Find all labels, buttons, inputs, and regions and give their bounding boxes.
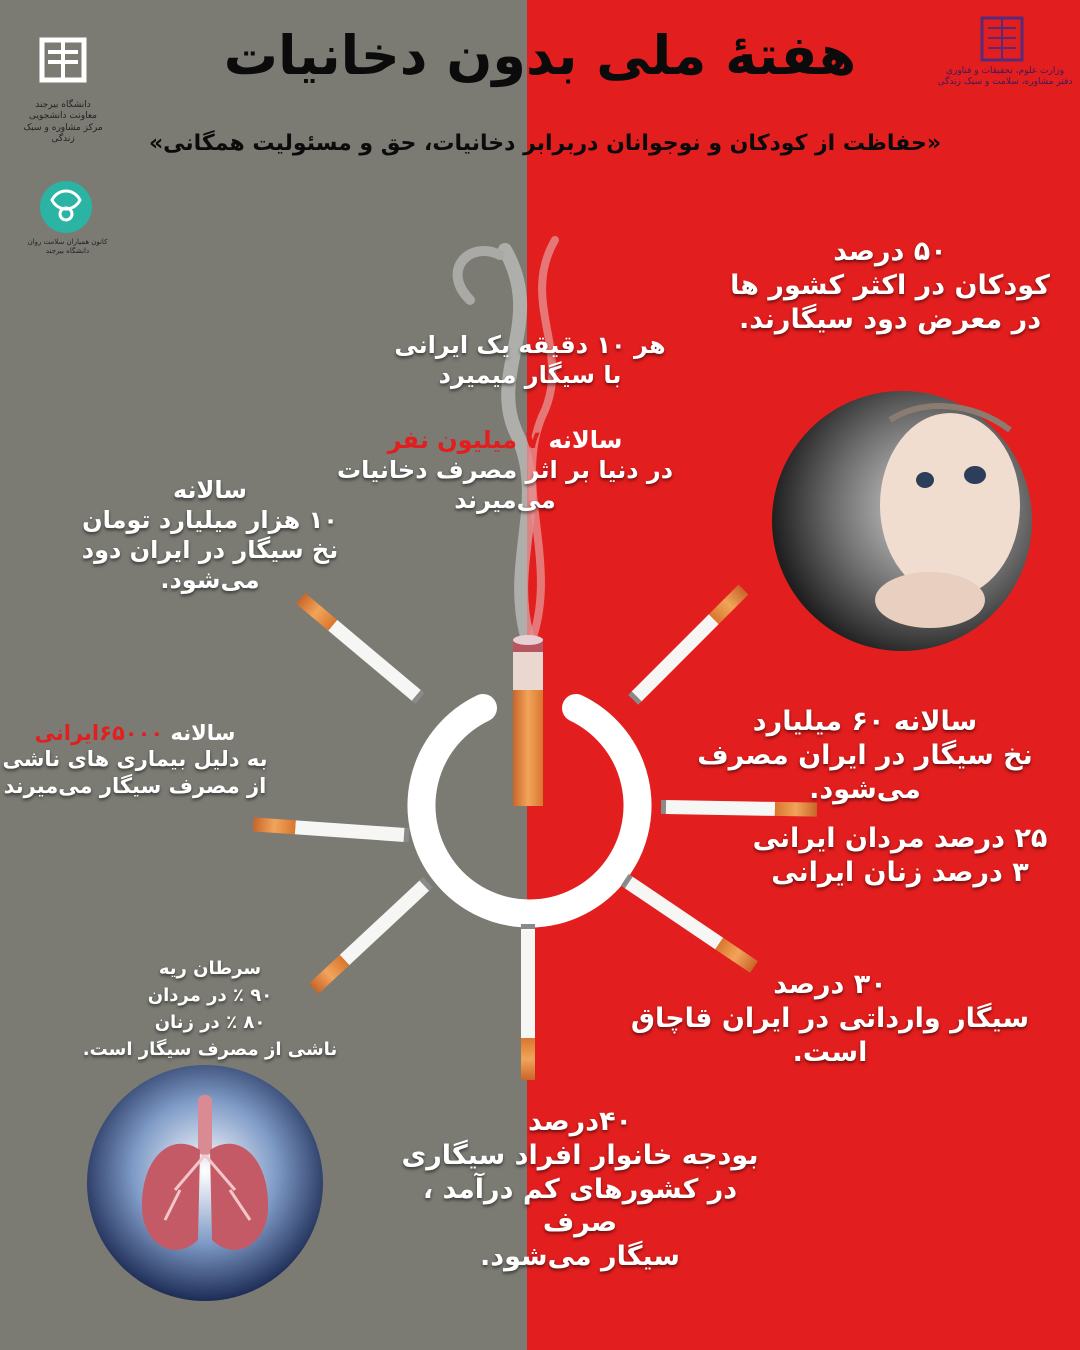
fact-line: ۹۰ ٪ در مردان: [147, 985, 273, 1006]
fact-lung-cancer: [80, 955, 340, 1063]
fact-line: سرطان ریه: [158, 958, 262, 979]
fact-line: نخ سیگار در ایران دود می‌شود.: [81, 536, 339, 594]
club-logo-caption: کانون همیاران سلامت روان دانشگاه بیرجند: [27, 238, 108, 255]
fact-line: در دنیا بر اثر مصرف دخانیات می‌میرند: [336, 456, 674, 514]
ministry-logo-caption: [935, 66, 1075, 89]
page-subtitle: «حفاظت از کودکان و نوجوانان دربرابر دخانیات، حق و مسئولیت همگانی»: [148, 131, 942, 156]
fact-iranian-deaths: [0, 720, 270, 799]
logo-caption-line: معاونت دانشجویی: [29, 111, 97, 122]
fact-line: به دلیل بیماری های ناشی: [2, 747, 268, 772]
fact-every-ten-minutes: [380, 330, 680, 390]
logo-caption-line: دفتر مشاوره، سلامت و سبک زندگی: [937, 77, 1073, 88]
fact-money-burned: [30, 475, 390, 595]
logo-caption-line: مرکز مشاوره و سبک زندگی: [23, 122, 103, 144]
fact-line: ۳۰ درصد: [773, 969, 887, 1000]
page-title: هفتهٔ ملی بدون دخانیات: [223, 24, 857, 87]
logo-caption-line: دانشگاه بیرجند: [35, 100, 91, 110]
fact-highlight: ۶۵۰۰۰ایرانی: [34, 721, 164, 745]
fact-line: ناشی از مصرف سیگار است.: [82, 1039, 338, 1060]
fact-gender-smokers: [750, 822, 1050, 890]
lungs-image-circle: [87, 1065, 323, 1301]
fact-line: در کشورهای کم درآمد ، صرف: [422, 1173, 738, 1239]
fact-line: سیگار می‌شود.: [480, 1241, 680, 1272]
fact-line: ۱۰ هزار میلیارد تومان: [82, 506, 338, 534]
ministry-logo-icon: [982, 18, 1022, 60]
fact-highlight: ۷ میلیون نفر: [387, 426, 540, 454]
fact-line: سالانه: [172, 476, 248, 504]
fact-line: نخ سیگار در ایران مصرف می‌شود.: [697, 739, 1033, 805]
university-logo-icon: [42, 40, 84, 80]
fact-line: کودکان در اکثر کشور ها: [730, 269, 1050, 301]
fact-line: ۲۵ درصد مردان ایرانی: [752, 823, 1048, 854]
fact-prefix: سالانه: [539, 426, 623, 454]
fact-line: از مصرف سیگار می‌میرند: [3, 773, 267, 798]
fact-line: سالانه ۶۰ میلیارد: [752, 706, 978, 737]
fact-line: در معرض دود سیگارند.: [738, 303, 1042, 335]
fact-line: [295, 425, 715, 455]
fact-line: [0, 720, 270, 746]
cigarette-upper-right-icon: [628, 585, 748, 705]
central-cigarette-icon: [513, 635, 543, 806]
fact-prefix: سالانه: [163, 721, 236, 745]
cigarette-bottom-icon: [521, 924, 535, 1080]
fact-line: ۸۰ ٪ در زنان: [154, 1012, 266, 1033]
fact-line: هر ۱۰ دقیقه یک ایرانی: [394, 331, 666, 359]
fact-sixty-billion: [660, 705, 1070, 806]
fact-line: ۴۰درصد: [527, 1106, 633, 1137]
fact-children-exposed: [730, 235, 1050, 336]
cigarette-upper-left-icon: [296, 593, 425, 704]
fact-line: با سیگار میمیرد: [438, 361, 622, 389]
fact-line: ۵۰ درصد: [833, 236, 947, 267]
cigarette-lower-right-icon: [621, 874, 758, 973]
logo-caption-line: وزارت علوم، تحقیقات و فناوری: [945, 66, 1065, 76]
fact-line: ۳ درصد زنان ایرانی: [771, 856, 1029, 888]
university-logo-caption: [18, 100, 108, 145]
fact-line: سیگار وارداتی در ایران قاچاق است.: [630, 1002, 1030, 1068]
fact-household-budget: [390, 1105, 770, 1274]
mental-health-club-logo-icon: [40, 181, 92, 233]
fact-smuggled: [595, 968, 1065, 1069]
fact-line: بودجه خانوار افراد سیگاری: [401, 1139, 759, 1171]
cigarette-left-icon: [253, 817, 410, 842]
child-photo-circle: [772, 391, 1032, 651]
